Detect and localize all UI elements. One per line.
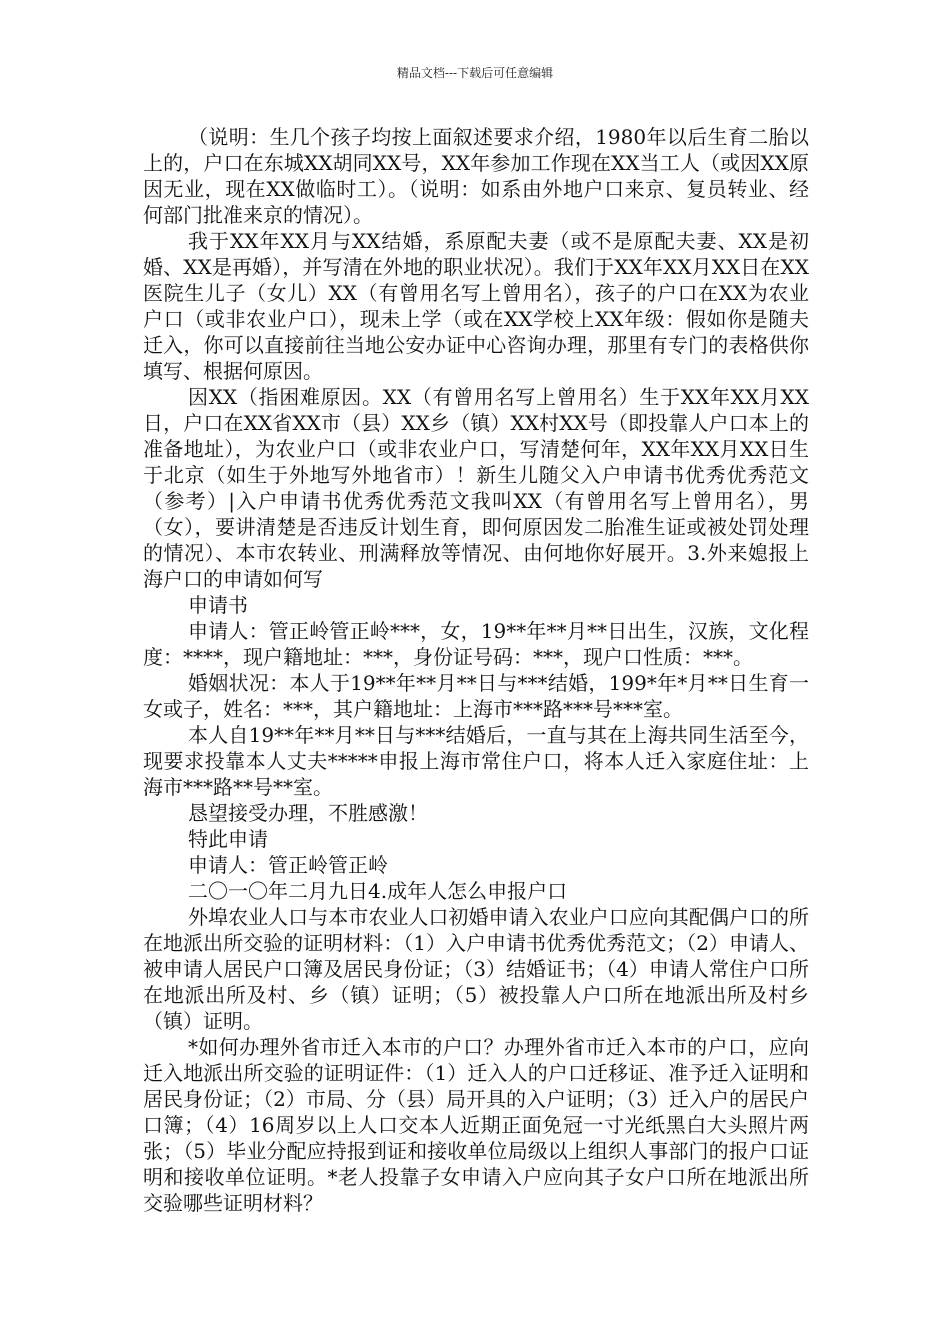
paragraph-rural-registration: 外埠农业人口与本市农业人口初婚申请入农业户口应向其配偶户口的所在地派出所交验的证明材料：（1）入户申请书优秀优秀范文；（2）申请人、被申请人居民户口簿及居民身份证；（3）结婚证书；（4）申请人常住户口所在地派出所及村、乡（镇）证明；（5）被投靠人户口所在地派出所及村乡（镇）证明。 xyxy=(143,905,809,1033)
paragraph-marriage: 我于XX年XX月与XX结婚，系原配夫妻（或不是原配夫妻、XX是初婚、XX是再婚），并写清在外地的职业状况）。我们于XX年XX月XX日在XX医院生儿子（女儿）XX（有曾用名写上曾用名），孩子的户口在XX为农业户口（或非农业户口），现未上学（或在XX学校上XX年级：假如你是随夫迁入，你可以直接前往当地公安办证中心咨询办理，那里有专门的表格供你填写、根据何原因。 xyxy=(143,229,809,383)
paragraph-request: 本人自19**年**月**日与***结婚后，一直与其在上海共同生活至今，现要求投靠本人丈夫*****申报上海市常住户口，将本人迁入家庭住址：上海市***路**号**室。 xyxy=(143,723,809,799)
document-body xyxy=(143,124,809,1216)
application-heading: 申请书 xyxy=(188,593,248,617)
paragraph-signature: 申请人：管正岭管正岭 xyxy=(188,853,388,877)
paragraph-reason: 因XX（指困难原因。XX（有曾用名写上曾用名）生于XX年XX月XX日，户口在XX省XX市（县）XX乡（镇）XX村XX号（即投靠人户口本上的准备地址），为农业户口（或非农业户口，写清楚何年，XX年XX月XX日生于北京（如生于外地写外地省市）！新生儿随父入户申请书优秀优秀范文（参考）|入户申请书优秀优秀范文我叫XX（有曾用名写上曾用名），男（女），要讲清楚是否违反计划生育，即何原因发二胎准生证或被处罚处理的情况）、本市农转业、刑满释放等情况、由何地你好展开。3.外来媳报上海户口的申请如何写 xyxy=(143,385,809,591)
paragraph-closing: 特此申请 xyxy=(188,827,268,851)
paragraph-applicant: 申请人：管正岭管正岭***，女，19**年**月**日出生，汉族，文化程度：****，现户籍地址：***，身份证号码：***，现户口性质：***。 xyxy=(143,619,809,669)
paragraph-explanation: （说明：生几个孩子均按上面叙述要求介绍，1980年以后生育二胎以上的，户口在东城XX胡同XX号，XX年参加工作现在XX当工人（或因XX原因无业，现在XX做临时工）。（说明：如系由外地户口来京、复员转业、经何部门批准来京的情况）。 xyxy=(143,125,809,227)
paragraph-date: 二〇一〇年二月九日4.成年人怎么申报户口 xyxy=(188,879,568,903)
paragraph-thanks: 恳望接受办理，不胜感激！ xyxy=(188,801,428,825)
paragraph-marital-status: 婚姻状况：本人于19**年**月**日与***结婚，199*年*月**日生育一女或子，姓名：***，其户籍地址：上海市***路***号***室。 xyxy=(143,671,809,721)
paragraph-transfer-procedure: *如何办理外省市迁入本市的户口？办理外省市迁入本市的户口，应向迁入地派出所交验的证明证件：（1）迁入人的户口迁移证、准予迁入证明和居民身份证；（2）市局、分（县）局开具的入户证明；（3）迁入户的居民户口簿；（4）16周岁以上人口交本人近期正面免冠一寸光纸黑白大头照片两张；（5）毕业分配应持报到证和接收单位局级以上组织人事部门的报户口证明和接收单位证明。*老人投靠子女申请入户应向其子女户口所在地派出所交验哪些证明材料？ xyxy=(143,1035,809,1215)
page-header: 精品文档---下载后可任意编辑 xyxy=(396,66,554,80)
